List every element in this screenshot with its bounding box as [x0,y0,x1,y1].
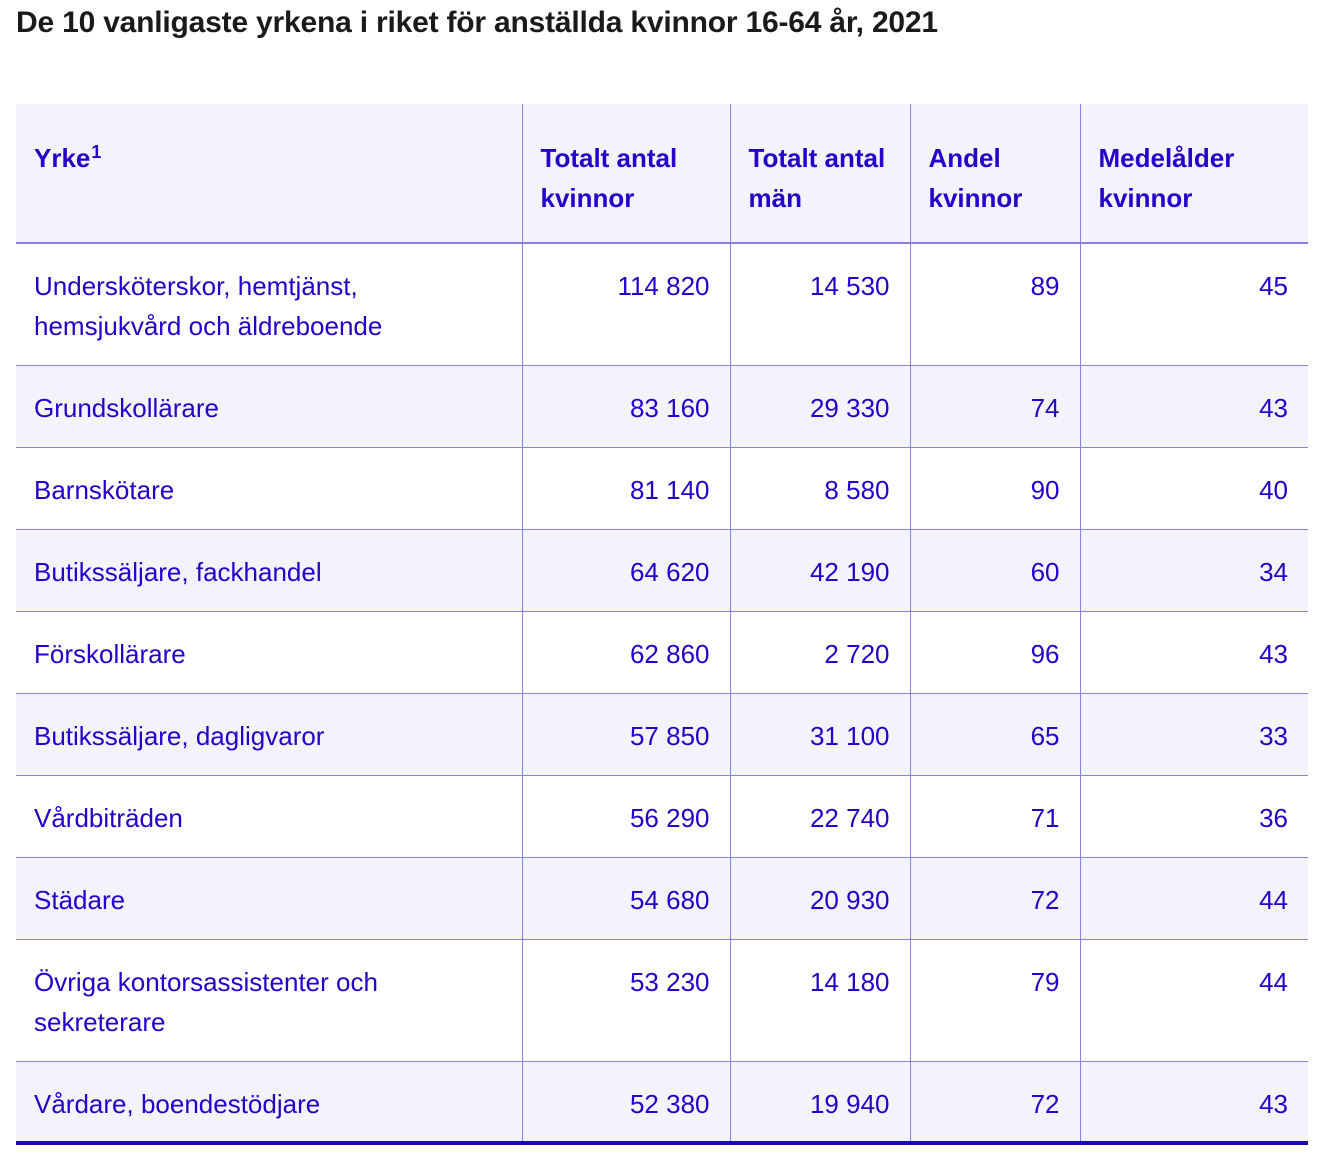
table-row [16,529,1308,611]
cell-andel: 72 [910,1061,1080,1143]
cell-andel: 65 [910,693,1080,775]
cell-kvinnor: 54 680 [522,857,730,939]
cell-kvinnor: 114 820 [522,243,730,365]
cell-yrke: Vårdare, boendestödjare [16,1061,522,1143]
cell-alder: 33 [1080,693,1308,775]
cell-kvinnor: 64 620 [522,529,730,611]
cell-man: 14 530 [730,243,910,365]
cell-alder: 43 [1080,611,1308,693]
cell-alder: 44 [1080,857,1308,939]
table-row [16,857,1308,939]
column-header-andel: Andel kvinnor [910,104,1080,243]
cell-alder: 36 [1080,775,1308,857]
table-row [16,243,1308,365]
cell-kvinnor: 52 380 [522,1061,730,1143]
table-row [16,611,1308,693]
cell-andel: 72 [910,857,1080,939]
column-header-alder: Medelålder kvinnor [1080,104,1308,243]
page-title: De 10 vanligaste yrkena i riket för anställda kvinnor 16-64 år, 2021 [16,6,938,39]
cell-kvinnor: 81 140 [522,447,730,529]
cell-yrke: Förskollärare [16,611,522,693]
cell-andel: 71 [910,775,1080,857]
cell-yrke: Undersköterskor, hemtjänst, hemsjukvård och äldreboende [16,243,522,365]
footnote-marker[interactable]: 1 [91,142,102,162]
column-header-yrke [16,104,522,243]
occupations-table [16,104,1308,1145]
cell-man: 2 720 [730,611,910,693]
column-header-kvinnor: Totalt antal kvinnor [522,104,730,243]
cell-andel: 79 [910,939,1080,1061]
cell-andel: 96 [910,611,1080,693]
cell-yrke: Städare [16,857,522,939]
cell-alder: 34 [1080,529,1308,611]
cell-andel: 89 [910,243,1080,365]
column-header-yrke-label: Yrke [34,143,91,173]
cell-andel: 74 [910,365,1080,447]
table-row [16,775,1308,857]
table-row [16,693,1308,775]
cell-andel: 60 [910,529,1080,611]
cell-man: 8 580 [730,447,910,529]
cell-kvinnor: 83 160 [522,365,730,447]
cell-alder: 43 [1080,1061,1308,1143]
cell-man: 14 180 [730,939,910,1061]
table-row [16,447,1308,529]
cell-yrke: Barnskötare [16,447,522,529]
cell-man: 19 940 [730,1061,910,1143]
cell-alder: 45 [1080,243,1308,365]
cell-kvinnor: 62 860 [522,611,730,693]
cell-yrke: Övriga kontorsassistenter och sekreterare [16,939,522,1061]
cell-yrke: Butikssäljare, fackhandel [16,529,522,611]
cell-kvinnor: 53 230 [522,939,730,1061]
column-header-man: Totalt antal män [730,104,910,243]
table-row [16,1061,1308,1143]
cell-yrke: Butikssäljare, dagligvaror [16,693,522,775]
cell-man: 42 190 [730,529,910,611]
cell-yrke: Vårdbiträden [16,775,522,857]
table-row [16,939,1308,1061]
table-header-row [16,104,1308,243]
cell-kvinnor: 56 290 [522,775,730,857]
cell-yrke: Grundskollärare [16,365,522,447]
cell-alder: 40 [1080,447,1308,529]
table-row [16,365,1308,447]
cell-alder: 44 [1080,939,1308,1061]
cell-kvinnor: 57 850 [522,693,730,775]
cell-man: 31 100 [730,693,910,775]
cell-andel: 90 [910,447,1080,529]
cell-man: 29 330 [730,365,910,447]
cell-alder: 43 [1080,365,1308,447]
cell-man: 22 740 [730,775,910,857]
cell-man: 20 930 [730,857,910,939]
